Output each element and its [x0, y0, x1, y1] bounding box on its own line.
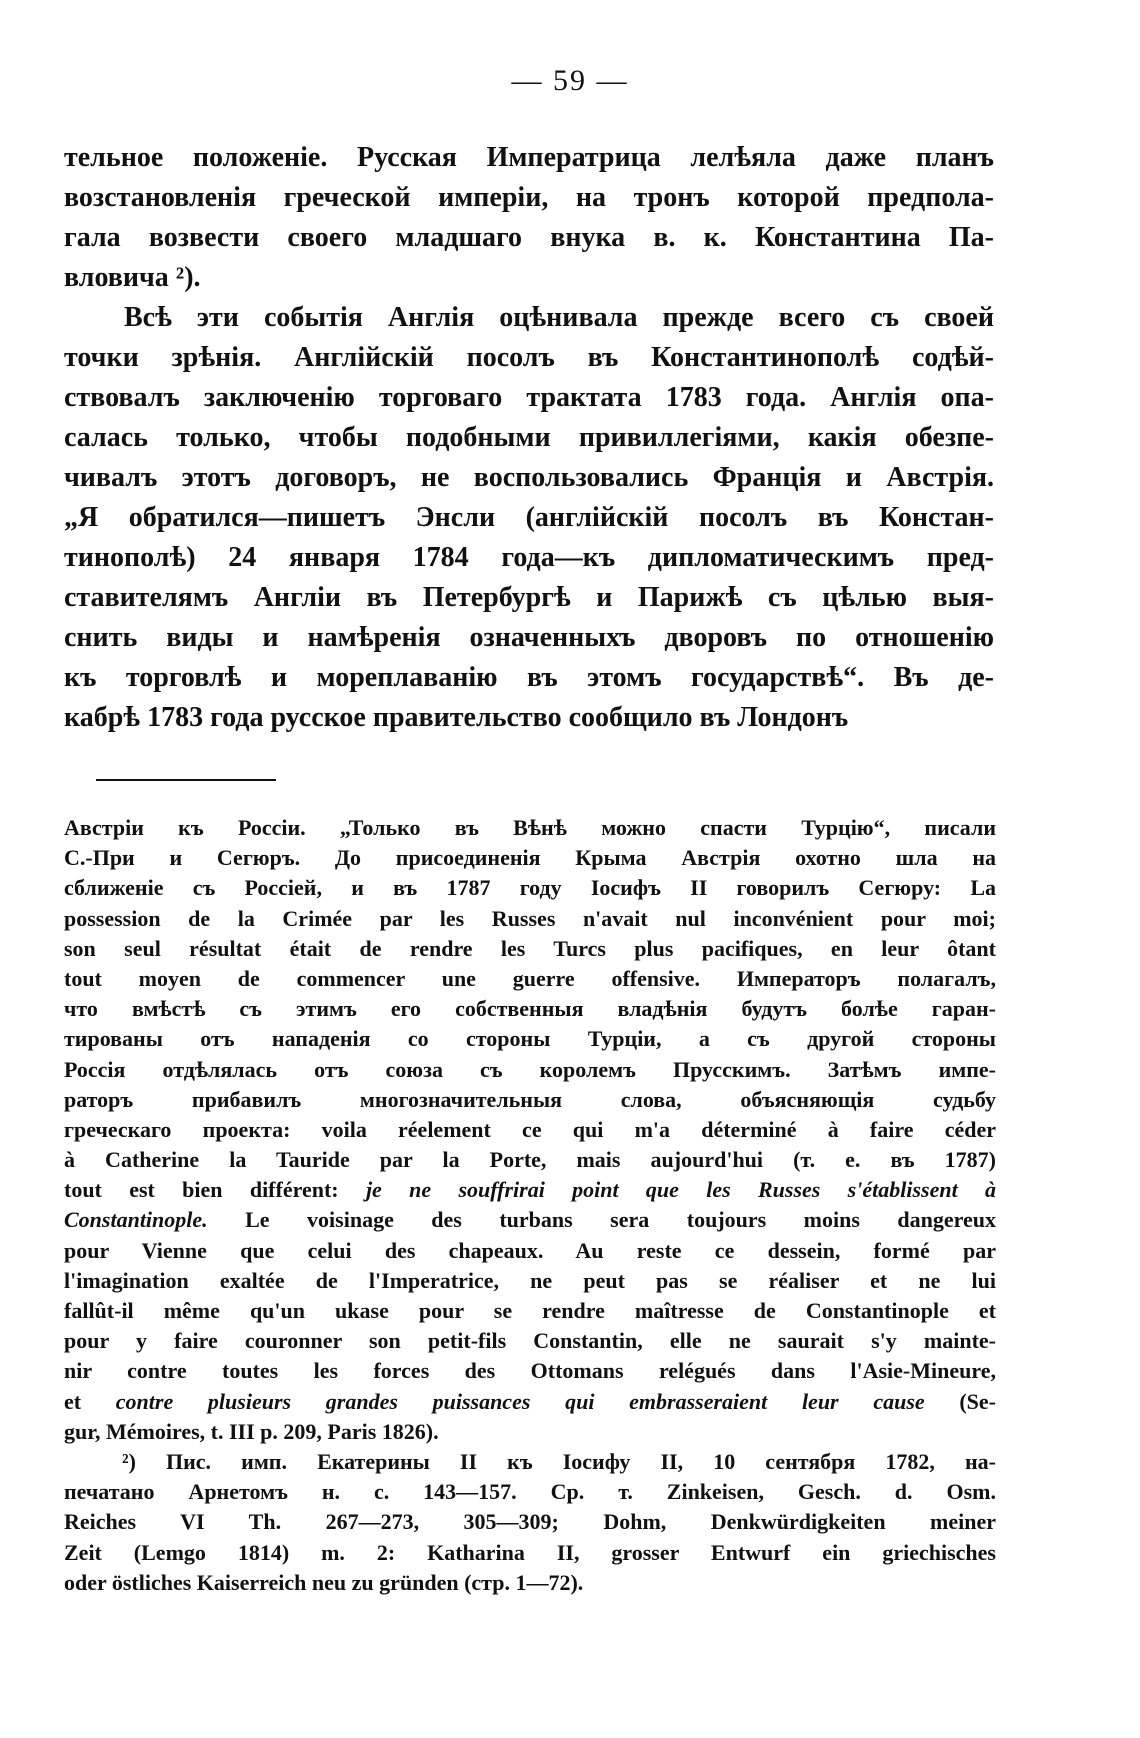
footnote-line — [64, 1205, 996, 1235]
text-line: возстановленія греческой имперіи, на тронъ которой предпола- — [64, 182, 994, 213]
text-line: ставителямъ Англіи въ Петербургѣ и Парижѣ съ цѣлью выя- — [64, 582, 994, 613]
footnote-line: fallût-il même qu'un ukase pour se rendre maîtresse de Constantinople et — [64, 1298, 996, 1323]
footnote-line: pour y faire couronner son petit-fils Constantin, elle ne saurait s'y mainte- — [64, 1328, 996, 1354]
footnote-2-line: oder östliches Kaiserreich neu zu gründen (стр. 1—72). — [64, 1569, 584, 1595]
footnote-2-line: Reiches VI Th. 267—273, 305—309; Dohm, Denkwürdigkeiten meiner — [64, 1509, 996, 1535]
page-number: — 59 — — [511, 64, 629, 97]
text-line: снить виды и намѣренія означенныхъ дворовъ по отношенію — [64, 622, 994, 653]
text-line: Всѣ эти событія Англія оцѣнивала прежде всего съ своей — [124, 302, 994, 333]
footnote-line: possession de la Crimée par les Russes n'avait nul inconvénient pour moi; — [64, 905, 996, 931]
footnote-line: nir contre toutes les forces des Ottomans relégués dans l'Asie-Mineure, — [64, 1358, 996, 1384]
footnote-2-line: ²) Пис. имп. Екатерины II къ Іосифу II, 10 сентября 1782, на- — [122, 1448, 996, 1474]
text-line: точки зрѣнія. Англійскій посолъ въ Константинополѣ содѣй- — [64, 342, 994, 373]
footnote-line: son seul résultat était de rendre les Turcs plus pacifiques, en leur ôtant — [64, 935, 996, 961]
footnote-line: pour Vienne que celui des chapeaux. Au reste ce dessein, formé par — [64, 1237, 996, 1263]
footnote-italic-quote: je ne souffrirai point que les Russes s'établissent à — [365, 1177, 997, 1203]
footnote-line: раторъ прибавилъ многозначительныя слова, объясняющія судьбу — [64, 1086, 996, 1112]
text-line: ствовалъ заключенію торговаго трактата 1783 года. Англія опа- — [64, 382, 994, 413]
footnote-text: et — [64, 1388, 116, 1414]
text-line: кабрѣ 1783 года русское правительство сообщило въ Лондонъ — [64, 702, 849, 733]
footnote-italic-quote: Constantinople. — [64, 1207, 208, 1233]
footnote-line: Россія отдѣлялась отъ союза съ королемъ Прусскимъ. Затѣмъ импе- — [64, 1056, 996, 1082]
text-line: тельное положеніе. Русская Императрица лелѣяла даже планъ — [64, 142, 994, 173]
footnote-italic-quote: contre plusieurs grandes puissances qui embrasseraient leur cause — [115, 1388, 925, 1414]
footnote-text: (Se- — [924, 1388, 997, 1414]
text-line: тинополѣ) 24 января 1784 года—къ дипломатическимъ пред- — [64, 542, 994, 573]
main-text — [64, 138, 994, 738]
footnote-line: gur, Mémoires, t. III p. 209, Paris 1826). — [64, 1418, 439, 1444]
footnote-2-line: Zeit (Lemgo 1814) m. 2: Katharina II, grosser Entwurf ein griechisches — [64, 1539, 996, 1565]
footnote-line: тированы отъ нападенія со стороны Турціи, а съ другой стороны — [64, 1026, 996, 1052]
text-line: салась только, чтобы подобными привиллегіями, какія обезпе- — [64, 422, 994, 453]
text-line: „Я обратился—пишетъ Энсли (англійскій посолъ въ Констан- — [64, 502, 994, 533]
footnote-line: Австріи къ Россіи. „Только въ Вѣнѣ можно спасти Турцію“, писали — [64, 815, 996, 840]
footnote-divider — [96, 779, 276, 781]
footnote-text: Le voisinage des turbans sera toujours moins dangereux — [207, 1207, 996, 1233]
footnote-line: греческаго проекта: voila réelement ce qui m'a déterminé à faire céder — [64, 1116, 996, 1142]
footnote-line: что вмѣстѣ съ этимъ его собственныя владѣнія будутъ болѣе гаран- — [64, 996, 996, 1022]
footnote-line: С.-При и Сегюръ. До присоединенія Крыма Австрія охотно шла на — [64, 845, 996, 871]
footnote-text: tout est bien différent: — [64, 1177, 366, 1203]
footnote-line — [64, 1387, 996, 1417]
footnote-line: à Catherine la Tauride par la Porte, mais aujourd'hui (т. е. въ 1787) — [64, 1147, 996, 1173]
footnote-line: l'imagination exaltée de l'Imperatrice, ne peut pas se réaliser et ne lui — [64, 1267, 996, 1293]
text-line: гала возвести своего младшаго внука в. к. Константина Па- — [64, 222, 994, 253]
text-line: къ торговлѣ и мореплаванію въ этомъ государствѣ“. Въ де- — [64, 662, 994, 693]
footnote-line: сближеніе съ Россіей, и въ 1787 году Іосифъ II говорилъ Сегюру: La — [64, 875, 996, 901]
text-line: вловича ²). — [64, 262, 201, 293]
footnote-line — [64, 1175, 996, 1205]
footnote-2-line: печатано Арнетомъ н. с. 143—157. Ср. т. Zinkeisen, Gesch. d. Osm. — [64, 1479, 996, 1505]
footnotes — [64, 813, 996, 1598]
footnote-line: tout moyen de commencer une guerre offensive. Императоръ полагалъ, — [64, 965, 996, 991]
text-line: чивалъ этотъ договоръ, не воспользовались Франція и Австрія. — [64, 462, 994, 493]
